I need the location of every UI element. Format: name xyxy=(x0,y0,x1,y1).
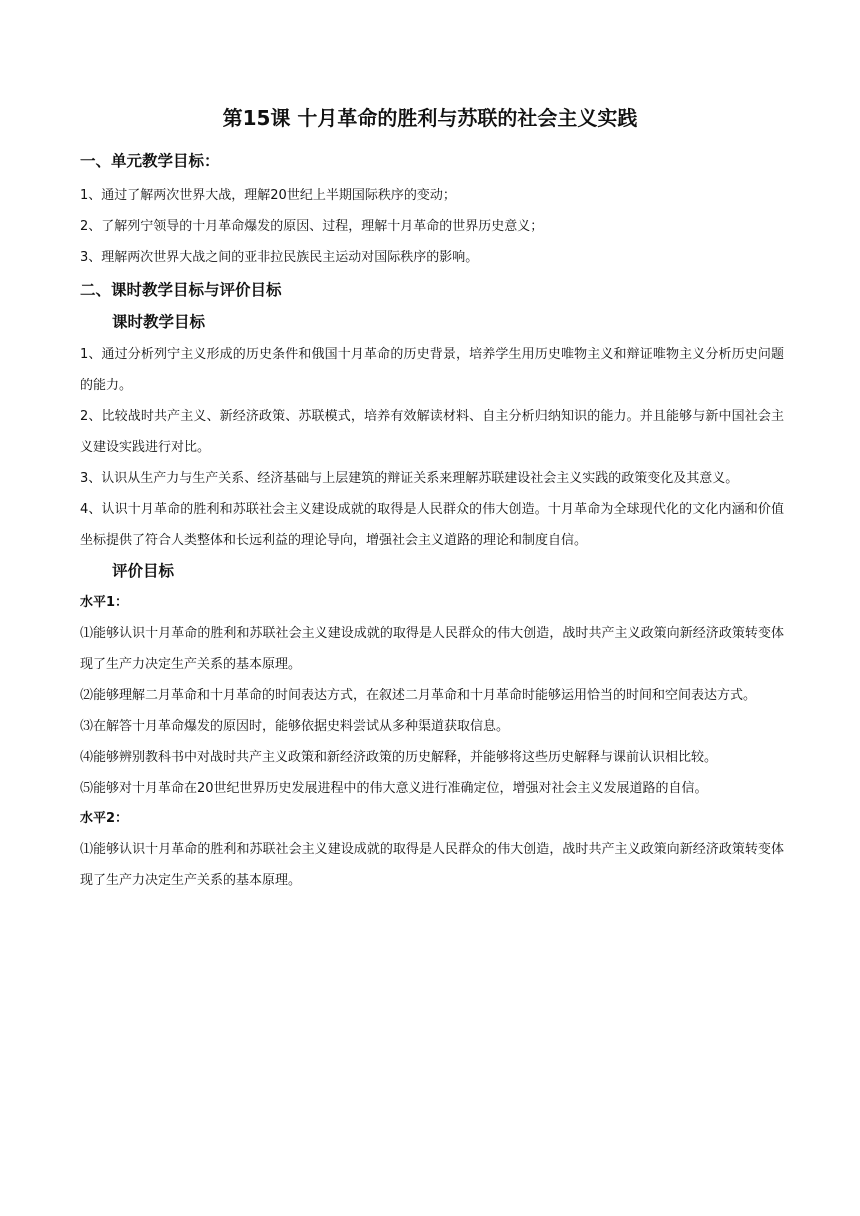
section-heading-unit-goals: 一、单元教学目标： xyxy=(80,152,220,170)
evaluation-item: ⑷能够辨别教科书中对战时共产主义政策和新经济政策的历史解释，并能够将这些历史解释与课前认识相比较。 xyxy=(80,750,718,765)
unit-goal-item: 1、通过了解两次世界大战，理解20世纪上半期国际秩序的变动； xyxy=(80,188,456,203)
evaluation-item: ⑴能够认识十月革命的胜利和苏联社会主义建设成就的取得是人民群众的伟大创造，战时共产主义政策向新经济政策转变体现了生产力决定生产关系的基本原理。 xyxy=(80,626,784,672)
unit-goal-item: 3、理解两次世界大战之间的亚非拉民族民主运动对国际秩序的影响。 xyxy=(80,250,479,265)
lesson-goal-item: 3、认识从生产力与生产关系、经济基础与上层建筑的辩证关系来理解苏联建设社会主义实践的政策变化及其意义。 xyxy=(80,471,739,486)
level-heading-1: 水平1： xyxy=(80,595,129,610)
evaluation-item: ⑵能够理解二月革命和十月革命的时间表达方式，在叙述二月革命和十月革命时能够运用恰当的时间和空间表达方式。 xyxy=(80,688,757,703)
subheading-lesson-teaching-goals: 课时教学目标 xyxy=(112,313,206,331)
lesson-goal-item: 4、认识十月革命的胜利和苏联社会主义建设成就的取得是人民群众的伟大创造。十月革命为全球现代化的文化内涵和价值坐标提供了符合人类整体和长远利益的理论导向，增强社会主义道路的理论和制度自信。 xyxy=(80,502,784,548)
lesson-goal-item: 2、比较战时共产主义、新经济政策、苏联模式，培养有效解读材料、自主分析归纳知识的能力。并且能够与新中国社会主义建设实践进行对比。 xyxy=(80,409,784,455)
evaluation-item: ⑸能够对十月革命在20世纪世界历史发展进程中的伟大意义进行准确定位，增强对社会主义发展道路的自信。 xyxy=(80,781,708,796)
unit-goal-item: 2、了解列宁领导的十月革命爆发的原因、过程，理解十月革命的世界历史意义； xyxy=(80,219,544,234)
page-title: 第15课 十月革命的胜利与苏联的社会主义实践 xyxy=(222,106,638,130)
level-heading-2: 水平2： xyxy=(80,811,129,826)
subheading-evaluation-goals: 评价目标 xyxy=(112,562,175,580)
document-body xyxy=(80,148,784,896)
lesson-goal-item: 1、通过分析列宁主义形成的历史条件和俄国十月革命的历史背景，培养学生用历史唯物主义和辩证唯物主义分析历史问题的能力。 xyxy=(80,347,784,393)
section-heading-lesson-goals: 二、课时教学目标与评价目标 xyxy=(80,281,282,299)
evaluation-item: ⑶在解答十月革命爆发的原因时，能够依据史料尝试从多种渠道获取信息。 xyxy=(80,719,510,734)
evaluation-item: ⑴能够认识十月革命的胜利和苏联社会主义建设成就的取得是人民群众的伟大创造，战时共产主义政策向新经济政策转变体现了生产力决定生产关系的基本原理。 xyxy=(80,842,784,888)
